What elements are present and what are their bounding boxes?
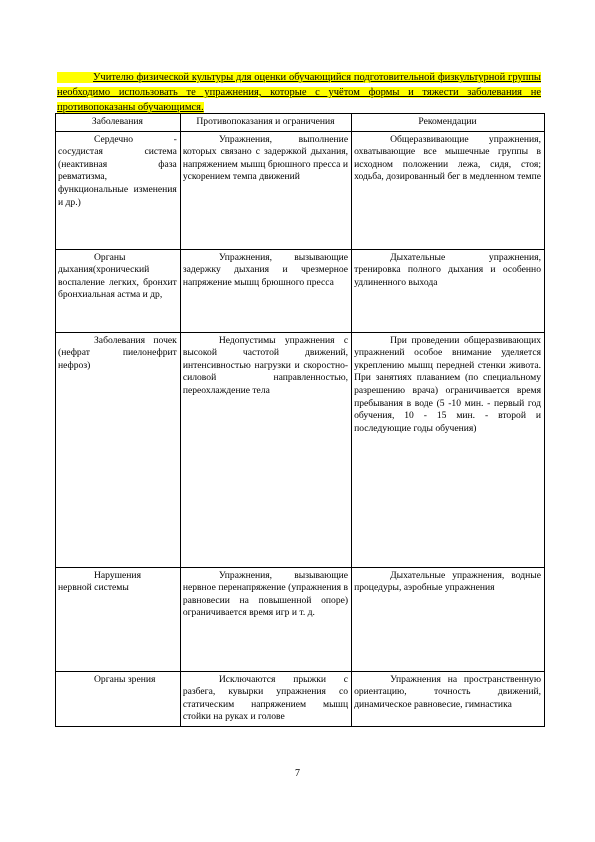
recommendations-table [55,113,545,727]
recommendation-cell: Дыхательные упражнения, водные процедуры, аэробные упражнения [352,567,545,671]
intro-paragraph [57,70,541,115]
table-row [56,567,545,671]
table-header-row [56,114,545,132]
table-row [56,131,545,249]
header-recommendations: Рекомендации [352,114,545,132]
disease-cell: Сердечно - сосудистая система (неактивная фаза ревматизма, функциональные изменения и др.) [56,131,181,249]
recommendation-cell: Упражнения на пространственную ориентацию, точность движений, динамическое равновесие, гимнастика [352,671,545,726]
recommendation-cell: При проведении общеразвивающих упражнений особое внимание уделяется укреплению мышц передней стенки живота. При занятиях плаванием (по специальному разрешению врача) ограничивается время пребывания в воде (5 -10 мин. - первый год обучения, 10 - 15 мин. - второй и последующие годы обучения) [352,332,545,567]
disease-cell: Органы зрения [56,671,181,726]
recommendation-cell: Общеразвивающие упражнения, охватывающие все мышечные группы в исходном положении лежа, сидя, стоя; ходьба, дозированный бег в медленном темпе [352,131,545,249]
contraindication-cell: Исключаются прыжки с разбега, кувырки упражнения со статическим напряжением мышц стойки на руках и голове [180,671,351,726]
table-row [56,671,545,726]
recommendation-cell: Дыхательные упражнения, тренировка полного дыхания и особенно удлиненного выхода [352,249,545,332]
contraindication-cell: Упражнения, выполнение которых связано с задержкой дыхания, напряжением мышц брюшного пресса и ускорением темпа движений [180,131,351,249]
disease-cell: Нарушения нервной системы [56,567,181,671]
contraindication-cell: Упражнения, вызывающие нервное перенапряжение (упражнения в равновесии на повышенной опоре) ограничивается время игр и т. д. [180,567,351,671]
contraindication-cell: Упражнения, вызывающие задержку дыхания и чрезмерное напряжение мышц брюшного пресса [180,249,351,332]
table-row [56,249,545,332]
header-diseases: Заболевания [56,114,181,132]
intro-text: Учителю физической культуры для оценки обучающийся подготовительной физкультурной группы необходимо использовать те упражнения, которые с учётом формы и тяжести заболевания не противопоказаны обучающимся. [57,72,541,113]
table-row [56,332,545,567]
contraindication-cell: Недопустимы упражнения с высокой частотой движений, интенсивностью нагрузки и скоростно-силовой направленностью, переохлаждение тела [180,332,351,567]
page-number: 7 [295,768,300,779]
disease-cell: Органы дыхания(хронический воспаление легких, бронхит бронхиальная астма и др, [56,249,181,332]
disease-cell: Заболевания почек (нефрат пиелонефрит нефроз) [56,332,181,567]
header-contraindications: Противопоказания и ограничения [180,114,351,132]
